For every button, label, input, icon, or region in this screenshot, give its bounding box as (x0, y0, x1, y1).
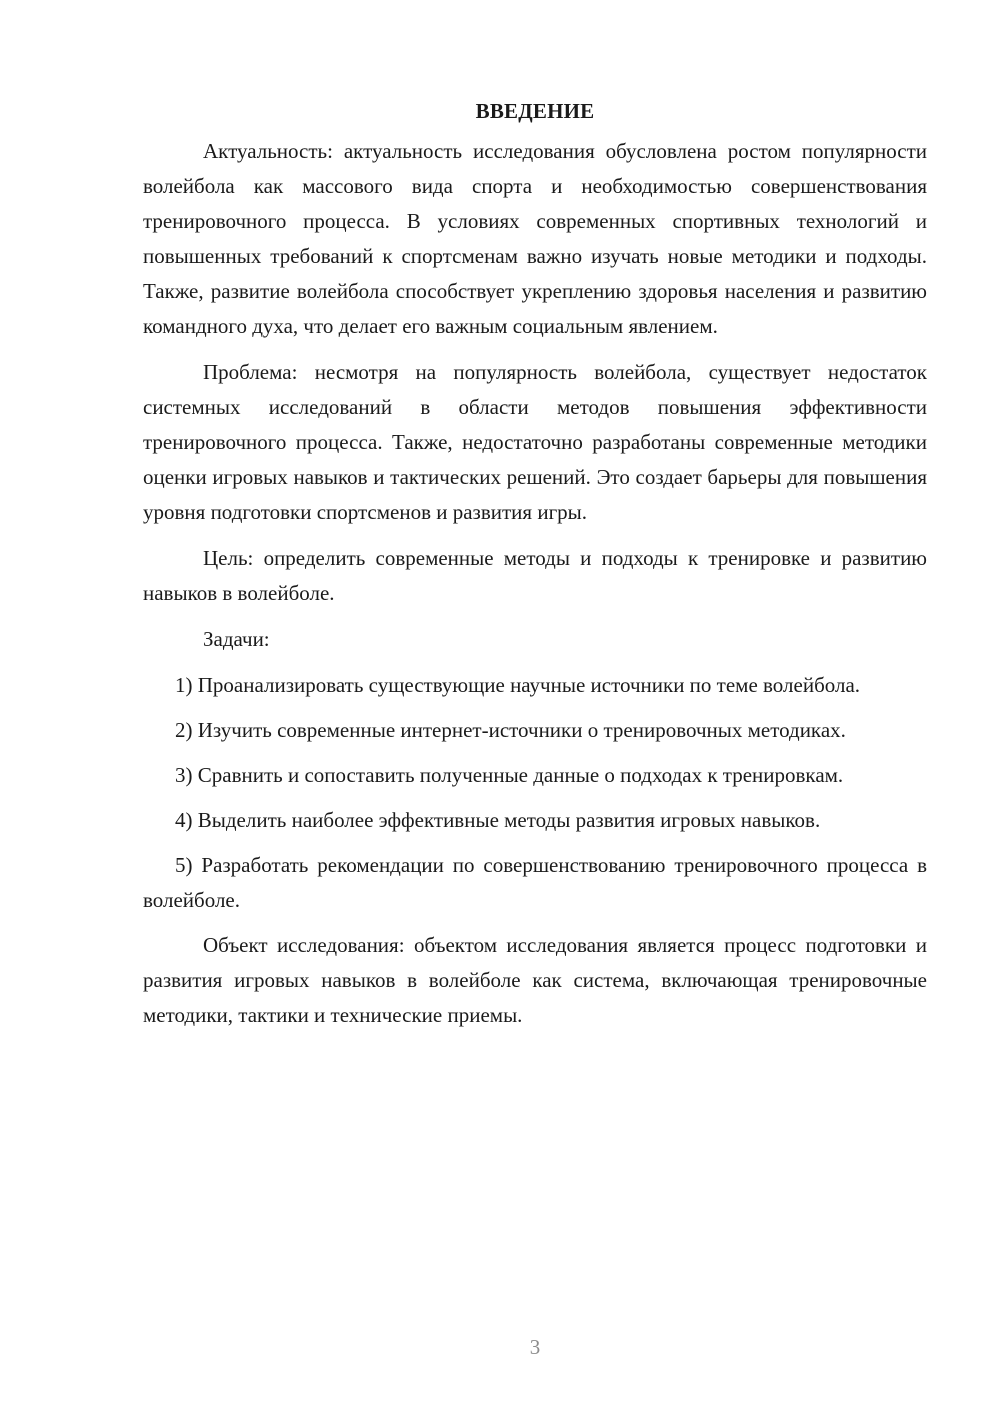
problem-paragraph: Проблема: несмотря на популярность волейбола, существует недостаток системных исследований в области методов повышения эффективности тренировочного процесса. Также, недостаточно разработаны современные методики оценки игровых навыков и тактических решений. Это создает барьеры для повышения уровня подготовки спортсменов и развития игры. (143, 360, 927, 524)
tasks-list (143, 668, 927, 918)
object-paragraph: Объект исследования: объектом исследования является процесс подготовки и развития игровых навыков в волейболе как система, включающая тренировочные методики, тактики и технические приемы. (143, 933, 927, 1027)
section-title: ВВЕДЕНИЕ (475, 99, 595, 123)
task-item-1: 1) Проанализировать существующие научные источники по теме волейбола. (175, 673, 861, 697)
document-page (143, 96, 927, 1044)
relevance-paragraph: Актуальность: актуальность исследования обусловлена ростом популярности волейбола как массового вида спорта и необходимостью совершенствования тренировочного процесса. В условиях современных спортивных технологий и повышенных требований к спортсменам важно изучать новые методики и подходы. Также, развитие волейбола способствует укреплению здоровья населения и развитию командного духа, что делает его важным социальным явлением. (143, 139, 927, 338)
task-item-5: 5) Разработать рекомендации по совершенствованию тренировочного процесса в волейболе. (143, 853, 927, 912)
tasks-label: Задачи: (203, 627, 270, 651)
task-item-3: 3) Сравнить и сопоставить полученные данные о подходах к тренировкам. (175, 763, 844, 787)
task-item-4: 4) Выделить наиболее эффективные методы развития игровых навыков. (175, 808, 821, 832)
page-number: 3 (529, 1335, 541, 1359)
goal-paragraph: Цель: определить современные методы и подходы к тренировке и развитию навыков в волейболе. (143, 546, 927, 605)
task-item-2: 2) Изучить современные интернет-источники о тренировочных методиках. (175, 718, 846, 742)
